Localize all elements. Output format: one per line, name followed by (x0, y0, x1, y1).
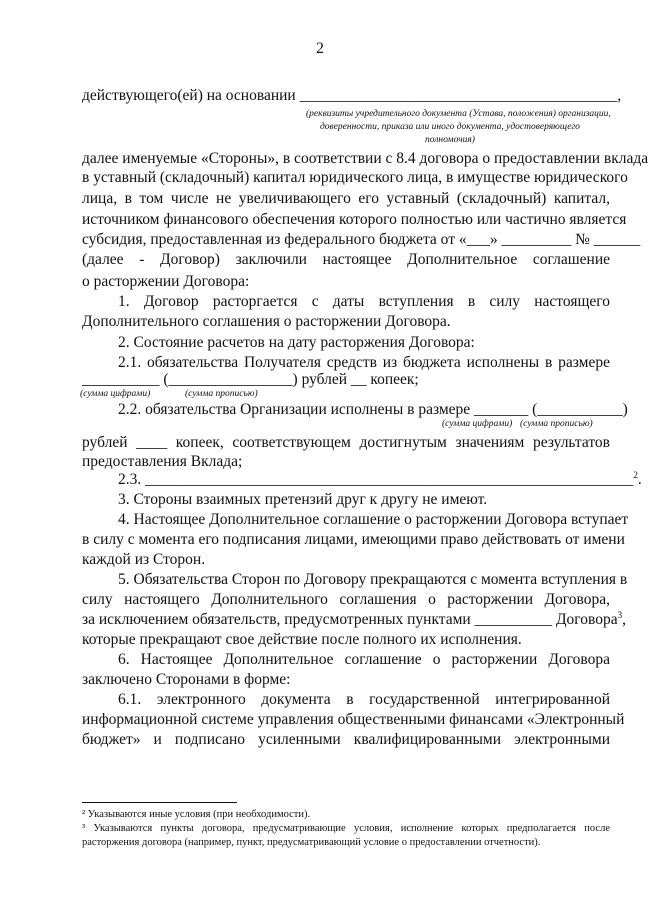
text-line: 2.3. _______________________________________________________________$^2$. (118, 469, 642, 488)
text-line: 3. Стороны взаимных претензий друг к другу не имеют. (118, 491, 488, 508)
footnote-3: ³ Указываются пункты договора, предусматривающие условия, исполнение которых предполагается после (82, 823, 610, 834)
text-line: каждой из Сторон. (82, 551, 206, 568)
text-line: 2.2. обязательства Организации исполнены в размере _______ (___________) (118, 401, 628, 418)
text-line: __________ (________________) рублей __ копеек; (82, 371, 419, 388)
text-line: источником финансового обеспечения которого полностью или частично является (82, 211, 627, 228)
text-line: 6. Настоящее Дополнительное соглашение о расторжении Договора (118, 651, 610, 668)
page-number: 2 (316, 40, 324, 57)
text-line: которые прекращают свое действие после полного их исполнения. (82, 631, 522, 648)
footnote-separator (82, 802, 237, 803)
footnote-2: ² Указываются иные условия (при необходимости). (82, 809, 311, 820)
footnote-mark: 3 (617, 609, 623, 620)
footnote-3-continued: расторжения договора (например, пункт, предусматривающий условие о предоставлении отчетности). (82, 837, 541, 848)
text-line: далее именуемые «Стороны», в соответствии с 8.4 договора о предоставлении вклада (82, 150, 648, 167)
text-line: бюджет» и подписано усиленными квалифицированными электронными (82, 731, 610, 748)
sum-digits-caption: (сумма цифрами) (442, 419, 513, 429)
basis-caption-line: полномочия) (425, 135, 475, 145)
text-line: 1. Договор расторгается с даты вступления в силу настоящего (118, 293, 610, 310)
text-line: субсидия, предоставленная из федерального бюджета от «___» _________ № ______ (82, 231, 641, 248)
sum-words-caption: (сумма прописью) (185, 389, 258, 399)
text-line: 5. Обязательства Сторон по Договору прекращаются с момента вступления в (118, 571, 628, 588)
text-line: лица, в том числе не увеличивающего его уставный (складочный) капитал, (82, 190, 610, 207)
text-line: заключено Сторонами в форме: (82, 671, 291, 688)
text-line: 2. Состояние расчетов на дату расторжения Договора: (118, 334, 475, 351)
text-line: (далее - Договор) заключили настоящее Дополнительное соглашение (82, 251, 610, 268)
text-line: действующего(ей) на основании _________________________________________, (82, 87, 622, 104)
sum-words-caption: (сумма прописью) (520, 419, 593, 429)
text-line: за исключением обязательств, предусмотренных пунктами __________ Договора$^3$, (82, 609, 626, 628)
text-line: 6.1. электронного документа в государственной интегрированной (118, 691, 610, 708)
text-line: информационной системе управления общественными финансами «Электронный (82, 711, 625, 728)
text-line: 4. Настоящее Дополнительное соглашение о расторжении Договора вступает (118, 511, 629, 528)
text-line: силу настоящего Дополнительного соглашения о расторжении Договора, (82, 591, 610, 608)
text-line: предоставления Вклада; (82, 453, 243, 470)
text-line: 2.1. обязательства Получателя средств из бюджета исполнены в размере (118, 354, 610, 371)
text-line: о расторжении Договора: (82, 273, 250, 290)
footnote-mark: 2 (633, 469, 638, 480)
text-line: в силу с момента его подписания лицами, имеющими право действовать от имени (82, 531, 625, 548)
basis-caption-line: доверенности, приказа или иного документа, удостоверяющего (320, 122, 580, 132)
text-line: Дополнительного соглашения о расторжении Договора. (82, 313, 451, 330)
text-line: рублей ____ копеек, соответствующем достигнутым значениям результатов (82, 434, 610, 451)
sum-digits-caption: (сумма цифрами) (80, 389, 151, 399)
text-line: в уставный (складочный) капитал юридического лица, в имуществе юридического (82, 169, 628, 186)
basis-caption-line: (реквизиты учредительного документа (Устава, положения) организации, (306, 109, 611, 119)
